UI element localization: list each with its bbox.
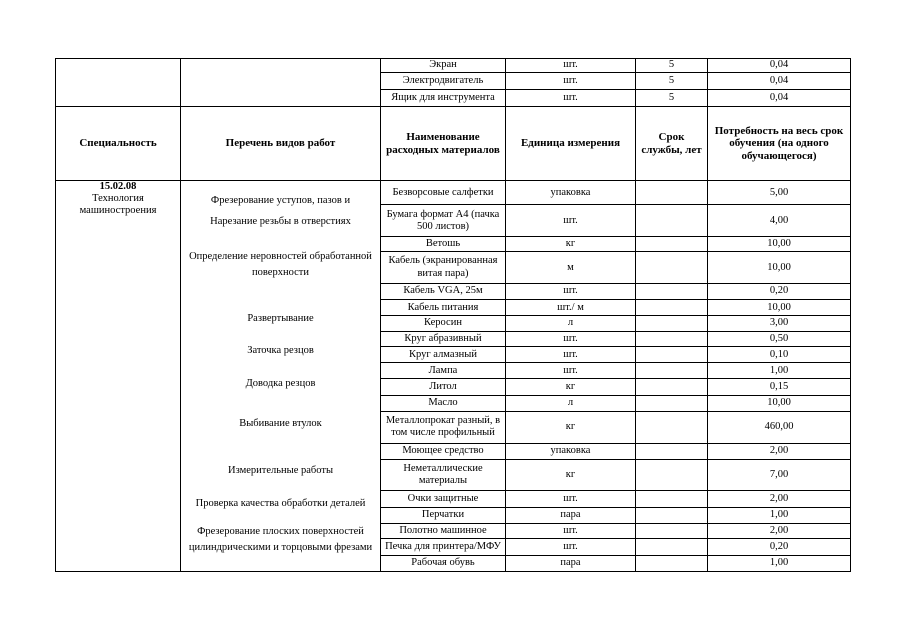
- material-name: Масло: [381, 395, 506, 411]
- material-unit: шт.: [506, 331, 636, 346]
- header-works: Перечень видов работ: [181, 107, 381, 181]
- material-life: [636, 316, 708, 331]
- material-life: [636, 205, 708, 237]
- empty-cell: [56, 59, 181, 107]
- material-need: 4,00: [708, 205, 851, 237]
- material-name: Ветошь: [381, 237, 506, 252]
- material-unit: упаковка: [506, 443, 636, 459]
- material-unit: шт.: [506, 346, 636, 362]
- material-name: Бумага формат А4 (пачка 500 листов): [381, 205, 506, 237]
- work-item: Выбивание втулок: [239, 418, 322, 429]
- material-unit: кг: [506, 237, 636, 252]
- material-name: Очки защитные: [381, 491, 506, 507]
- material-life: [636, 237, 708, 252]
- work-item: Фрезерование плоских поверхностей цилиндрическими и торцовыми фрезами: [188, 526, 373, 553]
- material-unit: шт.: [506, 205, 636, 237]
- material-name: Кабель (экранированная витая пара): [381, 252, 506, 284]
- materials-table: [55, 58, 851, 572]
- material-unit: шт.: [506, 59, 636, 73]
- material-need: 5,00: [708, 181, 851, 205]
- material-need: 10,00: [708, 237, 851, 252]
- material-need: 3,00: [708, 316, 851, 331]
- material-name: Круг абразивный: [381, 331, 506, 346]
- material-need: 0,15: [708, 379, 851, 395]
- material-unit: шт.: [506, 90, 636, 107]
- material-name: Круг алмазный: [381, 346, 506, 362]
- table-row: [56, 181, 851, 205]
- material-life: [636, 443, 708, 459]
- work-item: Проверка качества обработки деталей: [195, 498, 366, 509]
- material-unit: шт.: [506, 539, 636, 555]
- material-name: Неметаллические материалы: [381, 459, 506, 491]
- material-need: 0,04: [708, 59, 851, 73]
- material-life: [636, 459, 708, 491]
- material-need: 0,04: [708, 73, 851, 90]
- table-row: [56, 59, 851, 73]
- material-need: 10,00: [708, 395, 851, 411]
- work-item: Развертывание: [247, 313, 314, 324]
- material-life: [636, 283, 708, 299]
- material-need: 7,00: [708, 459, 851, 491]
- header-material: Наименование расходных материалов: [381, 107, 506, 181]
- material-name: Кабель VGA, 25м: [381, 283, 506, 299]
- material-unit: шт.: [506, 524, 636, 539]
- header-specialty: Специальность: [56, 107, 181, 181]
- material-unit: пара: [506, 555, 636, 571]
- material-name: Перчатки: [381, 507, 506, 523]
- material-need: 2,00: [708, 491, 851, 507]
- material-need: 0,20: [708, 539, 851, 555]
- material-name: Безворсовые салфетки: [381, 181, 506, 205]
- material-life: [636, 555, 708, 571]
- material-need: 10,00: [708, 300, 851, 316]
- material-life: [636, 395, 708, 411]
- material-unit: пара: [506, 507, 636, 523]
- material-name: Электродвигатель: [381, 73, 506, 90]
- work-item: Определение неровностей обработанной поверхности: [189, 251, 372, 278]
- material-need: 0,50: [708, 331, 851, 346]
- material-life: [636, 412, 708, 444]
- material-name: Печка для принтера/МФУ: [381, 539, 506, 555]
- material-unit: л: [506, 316, 636, 331]
- material-name: Рабочая обувь: [381, 555, 506, 571]
- material-life: [636, 300, 708, 316]
- material-life: 5: [636, 90, 708, 107]
- material-life: [636, 181, 708, 205]
- material-unit: м: [506, 252, 636, 284]
- work-item: Доводка резцов: [245, 378, 316, 389]
- material-unit: шт./ м: [506, 300, 636, 316]
- material-life: 5: [636, 59, 708, 73]
- material-name: Лампа: [381, 363, 506, 379]
- empty-cell: [181, 59, 381, 107]
- work-item: Фрезерование уступов, пазов и: [210, 195, 351, 206]
- material-need: 460,00: [708, 412, 851, 444]
- material-name: Экран: [381, 59, 506, 73]
- works-cell: [181, 181, 381, 572]
- work-item: Измерительные работы: [228, 465, 333, 476]
- specialty-name: Технология машиностроения: [79, 193, 157, 217]
- material-life: [636, 539, 708, 555]
- material-unit: шт.: [506, 283, 636, 299]
- header-need: Потребность на весь срок обучения (на одного обучающегося): [708, 107, 851, 181]
- work-item: Заточка резцов: [247, 345, 314, 356]
- material-unit: кг: [506, 379, 636, 395]
- material-unit: шт.: [506, 491, 636, 507]
- material-life: [636, 363, 708, 379]
- material-need: 1,00: [708, 363, 851, 379]
- material-need: 1,00: [708, 507, 851, 523]
- material-life: [636, 524, 708, 539]
- header-unit: Единица измерения: [506, 107, 636, 181]
- material-unit: шт.: [506, 363, 636, 379]
- header-row: [56, 107, 851, 181]
- material-unit: упаковка: [506, 181, 636, 205]
- material-need: 0,10: [708, 346, 851, 362]
- material-life: 5: [636, 73, 708, 90]
- specialty-cell: [56, 181, 181, 572]
- material-life: [636, 507, 708, 523]
- specialty-code: 15.02.08: [99, 181, 137, 192]
- material-life: [636, 346, 708, 362]
- material-need: 0,20: [708, 283, 851, 299]
- material-life: [636, 331, 708, 346]
- material-life: [636, 252, 708, 284]
- material-name: Моющее средство: [381, 443, 506, 459]
- material-need: 10,00: [708, 252, 851, 284]
- material-life: [636, 491, 708, 507]
- material-name: Металлопрокат разный, в том числе профильный: [381, 412, 506, 444]
- material-unit: шт.: [506, 73, 636, 90]
- header-life: Срок службы, лет: [636, 107, 708, 181]
- material-name: Ящик для инструмента: [381, 90, 506, 107]
- material-need: 2,00: [708, 524, 851, 539]
- material-need: 0,04: [708, 90, 851, 107]
- material-need: 2,00: [708, 443, 851, 459]
- material-life: [636, 379, 708, 395]
- material-unit: л: [506, 395, 636, 411]
- material-name: Керосин: [381, 316, 506, 331]
- material-name: Кабель питания: [381, 300, 506, 316]
- material-name: Литол: [381, 379, 506, 395]
- material-unit: кг: [506, 459, 636, 491]
- work-item: Нарезание резьбы в отверстиях: [210, 216, 351, 227]
- material-need: 1,00: [708, 555, 851, 571]
- material-unit: кг: [506, 412, 636, 444]
- material-name: Полотно машинное: [381, 524, 506, 539]
